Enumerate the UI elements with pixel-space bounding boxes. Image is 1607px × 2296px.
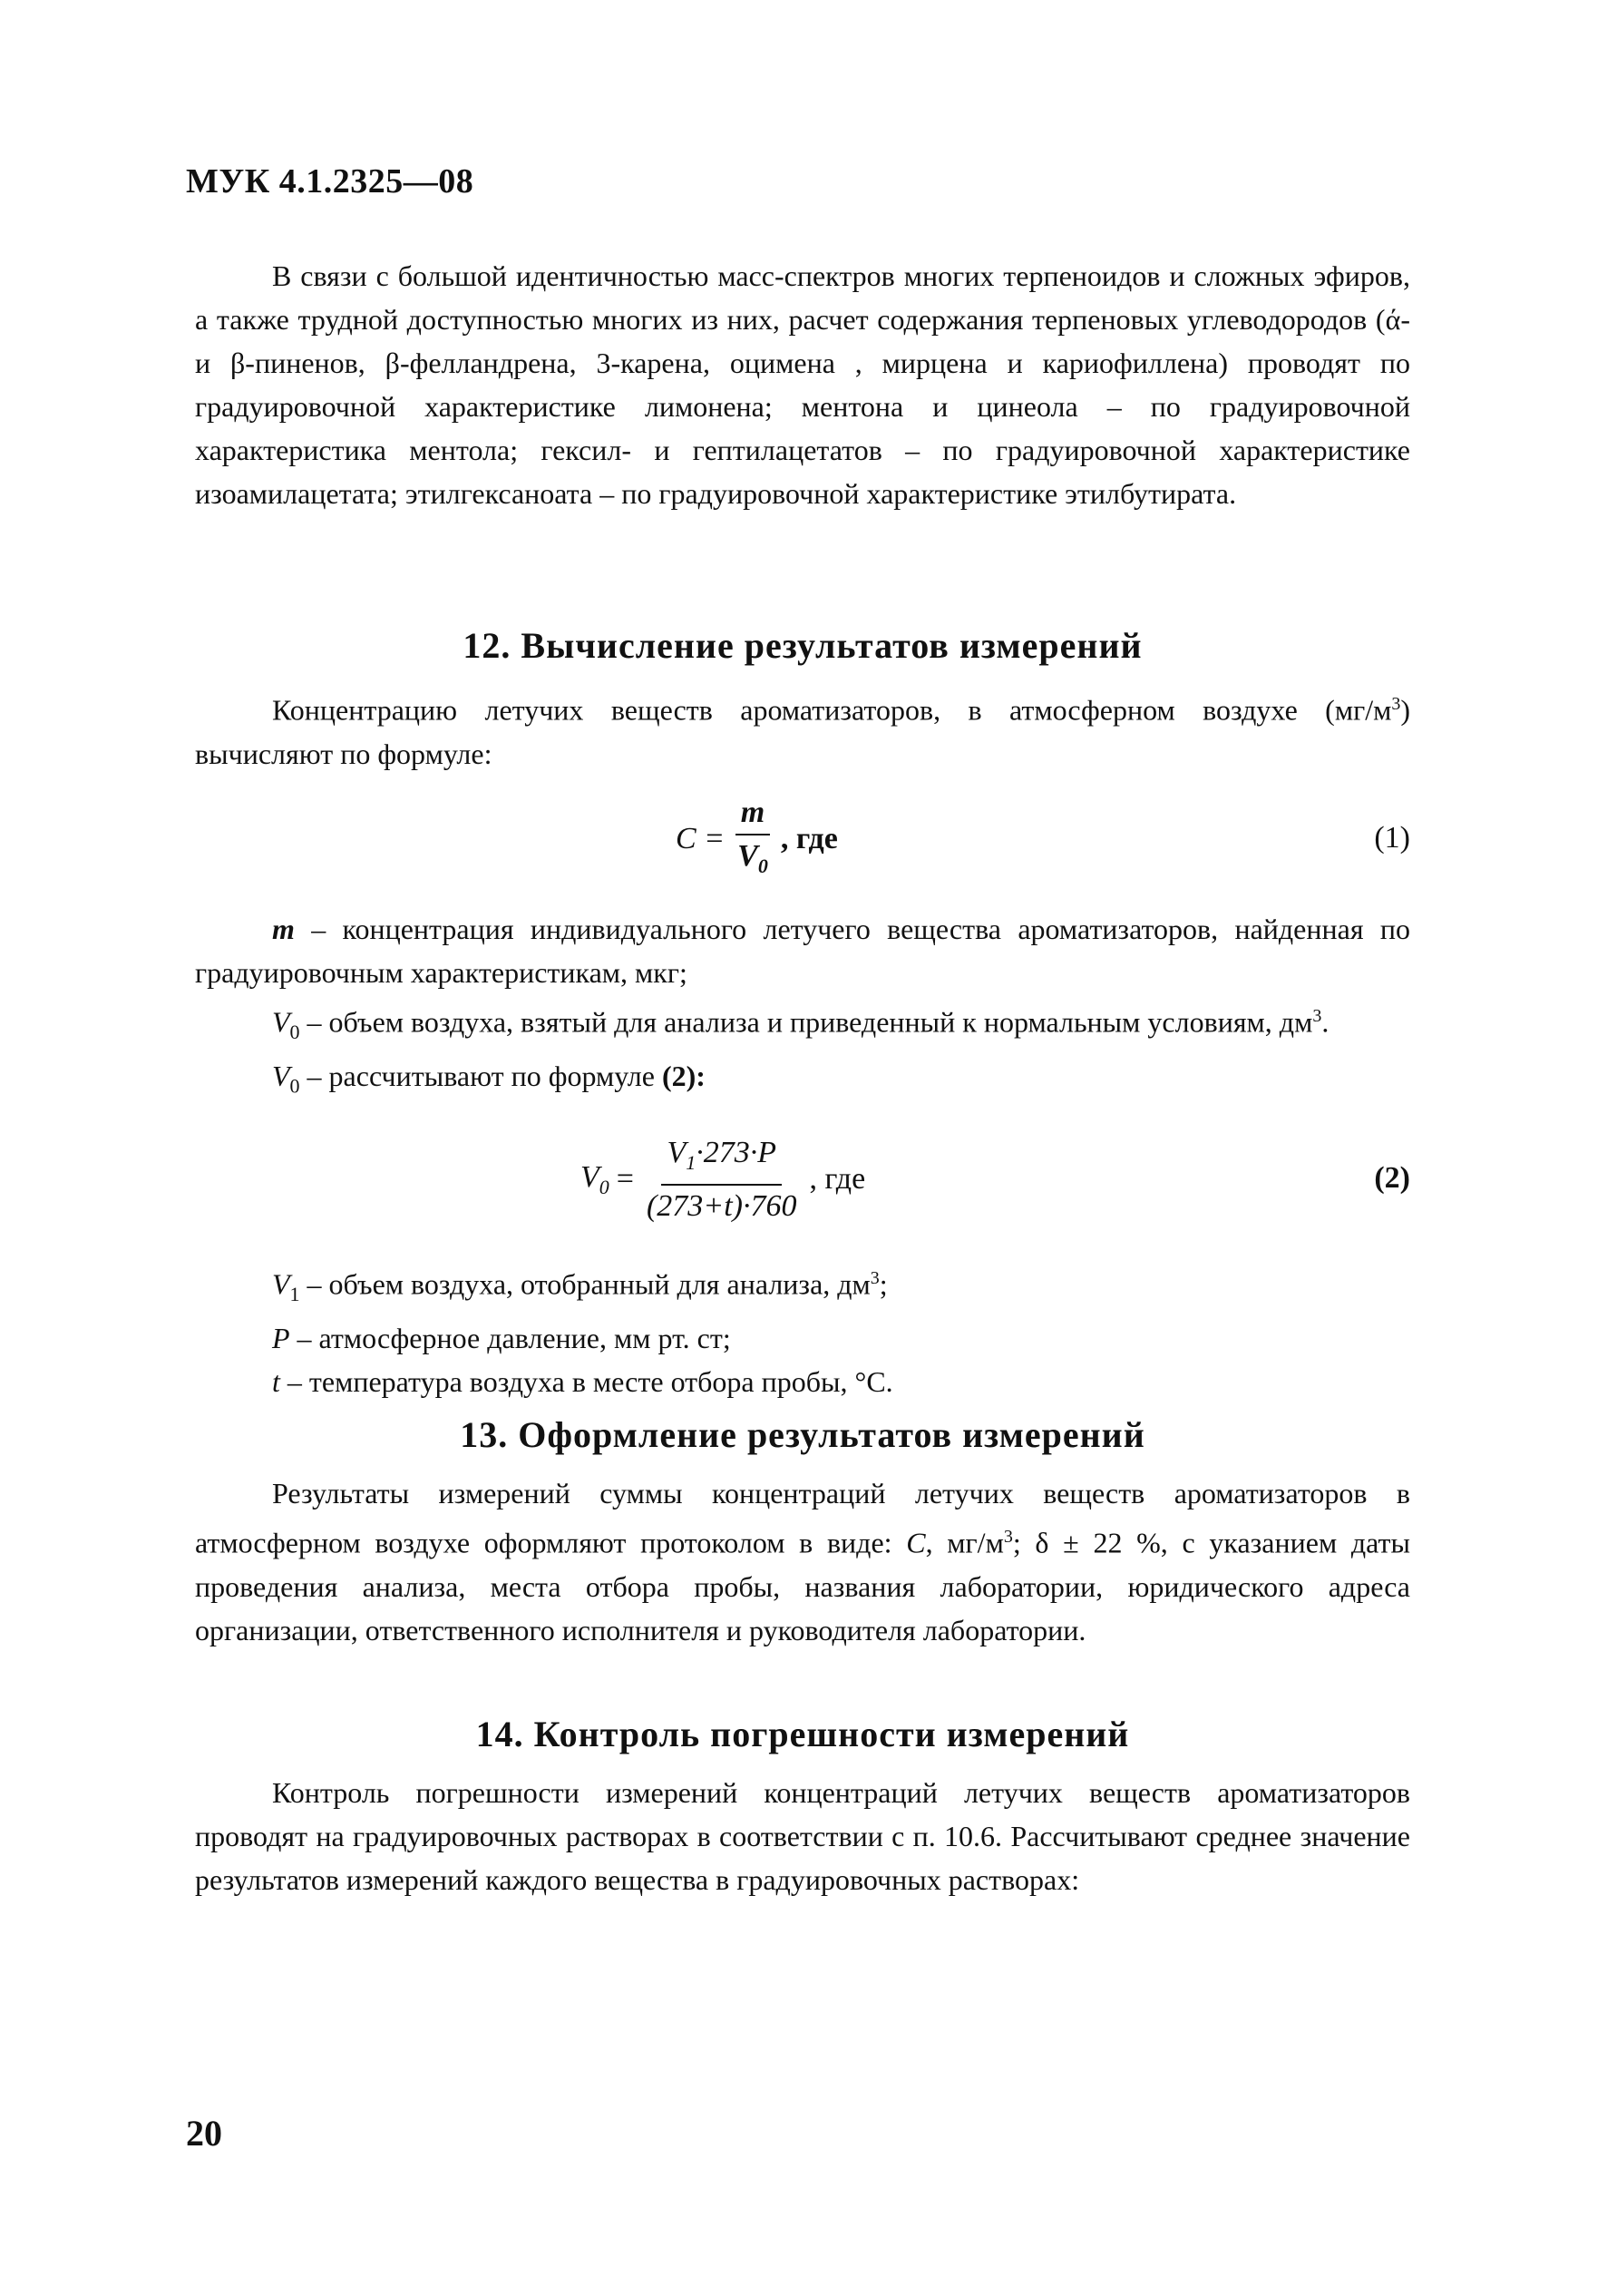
page-number: 20 (186, 2113, 222, 2154)
formula-2-num-rest: ·273·P (696, 1136, 777, 1169)
formula-2-lhs (580, 1160, 609, 1199)
formula-1-numerator: m (735, 794, 770, 835)
formula-1-suffix: , где (780, 822, 838, 856)
section-13-title: 13. Оформление результатов измерений (460, 1414, 1145, 1455)
section-12-title: 12. Вычисление результатов измерений (463, 625, 1143, 666)
definition-v0-sup: 3 (1312, 1006, 1322, 1026)
definition-m (195, 907, 1410, 994)
formula-2 (195, 1134, 1410, 1234)
formula-2-num-sub: 1 (686, 1150, 696, 1174)
definition-v0-symbol: V (272, 1005, 290, 1039)
calc-v0-text: – рассчитывают по формуле (299, 1060, 662, 1093)
section-12-intro (195, 682, 1410, 776)
definition-v1-text: – объем воздуха, отобранный для анализа, дм (299, 1267, 871, 1301)
formula-2-number: (2) (1374, 1161, 1410, 1195)
definition-v1 (195, 1256, 1410, 1316)
definition-p-symbol: P (272, 1322, 290, 1355)
formula-1-number: (1) (1374, 821, 1410, 855)
calc-v0-line (195, 1054, 1410, 1108)
definition-p (195, 1316, 1410, 1360)
section-13-paragraph (195, 1471, 1410, 1652)
definition-v1-sub: 1 (289, 1283, 300, 1306)
section-13-text-a: Результаты измерений суммы концентраций летучих веществ ароматизаторов в атмосферном воздухе оформляют протоколом в виде: (195, 1477, 1410, 1559)
definition-v1-symbol: V (272, 1267, 290, 1301)
document-code: МУК 4.1.2325—08 (186, 162, 474, 200)
definition-v1-sup: 3 (870, 1268, 880, 1288)
formula-1-denominator (732, 835, 774, 885)
calc-v0-sub: 0 (289, 1074, 300, 1098)
section-12-intro-text: Концентрацию летучих веществ ароматизаторов, в атмосферном воздухе (мг/м (272, 693, 1392, 727)
definition-m-text: – концентрация индивидуального летучего вещества ароматизаторов, найденная по градуировочным характеристикам, мкг; (195, 913, 1410, 989)
calc-v0-symbol: V (272, 1060, 290, 1093)
formula-2-suffix: , где (809, 1162, 866, 1197)
definition-v0-text: – объем воздуха, взятый для анализа и приведенный к нормальным условиям, дм (299, 1005, 1313, 1039)
definition-v0-end: . (1321, 1005, 1329, 1039)
formula-2-definitions (195, 1256, 1410, 1403)
section-12-intro-sup: 3 (1391, 694, 1401, 714)
section-13-text-c: ; δ ± 22 %, с указанием даты проведения анализа, места отбора пробы, названия лаборатории, юридического адреса организации, ответственного исполнителя и руководителя лаборатории. (195, 1526, 1411, 1646)
formula-2-lhs-symbol: V (580, 1160, 599, 1194)
formula-2-denominator: (273+t)·760 (646, 1188, 797, 1223)
definition-t-symbol: t (272, 1365, 280, 1399)
formula-2-numerator (661, 1134, 782, 1186)
section-14-paragraph: Контроль погрешности измерений концентраций летучих веществ ароматизаторов проводят на градуировочных растворах в соответствии с п. 10.6. Рассчитывают среднее значение результатов измерений каждого вещества в градуировочных растворах: (195, 1776, 1410, 1896)
section-12-definitions (195, 907, 1410, 1108)
section-13-text-b: , мг/м (925, 1526, 1004, 1559)
formula-1-den-sub: 0 (757, 854, 768, 877)
formula-1-fraction (732, 794, 774, 885)
definition-v0 (195, 994, 1410, 1054)
section-13-symbol-c: С (906, 1526, 926, 1559)
formula-2-fraction (641, 1134, 803, 1226)
definition-v1-end: ; (879, 1267, 888, 1301)
definition-m-symbol: m (272, 913, 295, 945)
intro-paragraph: В связи с большой идентичностью масс-спектров многих терпеноидов и сложных эфиров, а также трудной доступностью многих из них, расчет содержания терпеновых углеводородов (ά- и β-пиненов, β-фелландрена, 3-карена, оцимена , мирцена и кариофиллена) проводят по градуировочной характеристике лимонена; ментона и цинеола – по градуировочной характеристика ментола; гексил- и гептилацетатов – по градуировочной характеристике изоамилацетата; этилгексаноата – по градуировочной характеристике этилбутирата. (195, 259, 1410, 510)
formula-1-den-symbol: V (737, 839, 758, 873)
formula-1 (195, 794, 1410, 894)
formula-2-expression (580, 1134, 865, 1226)
section-12-intro-end: ) вычисляют по формуле: (195, 693, 1410, 770)
formula-2-equals: = (616, 1162, 634, 1197)
definition-p-text: – атмосферное давление, мм рт. ст; (289, 1322, 731, 1355)
definition-v0-sub: 0 (289, 1021, 300, 1044)
formula-1-lhs: C = (676, 822, 726, 856)
formula-1-expression (676, 794, 838, 885)
formula-2-lhs-sub: 0 (599, 1175, 609, 1198)
formula-2-num-v: V (667, 1136, 687, 1169)
calc-v0-ref: (2): (661, 1060, 706, 1093)
section-14-title: 14. Контроль погрешности измерений (475, 1714, 1130, 1754)
definition-t (195, 1360, 1410, 1403)
definition-t-text: – температура воздуха в месте отбора пробы, °С. (279, 1365, 893, 1399)
section-13-sup: 3 (1003, 1527, 1013, 1547)
